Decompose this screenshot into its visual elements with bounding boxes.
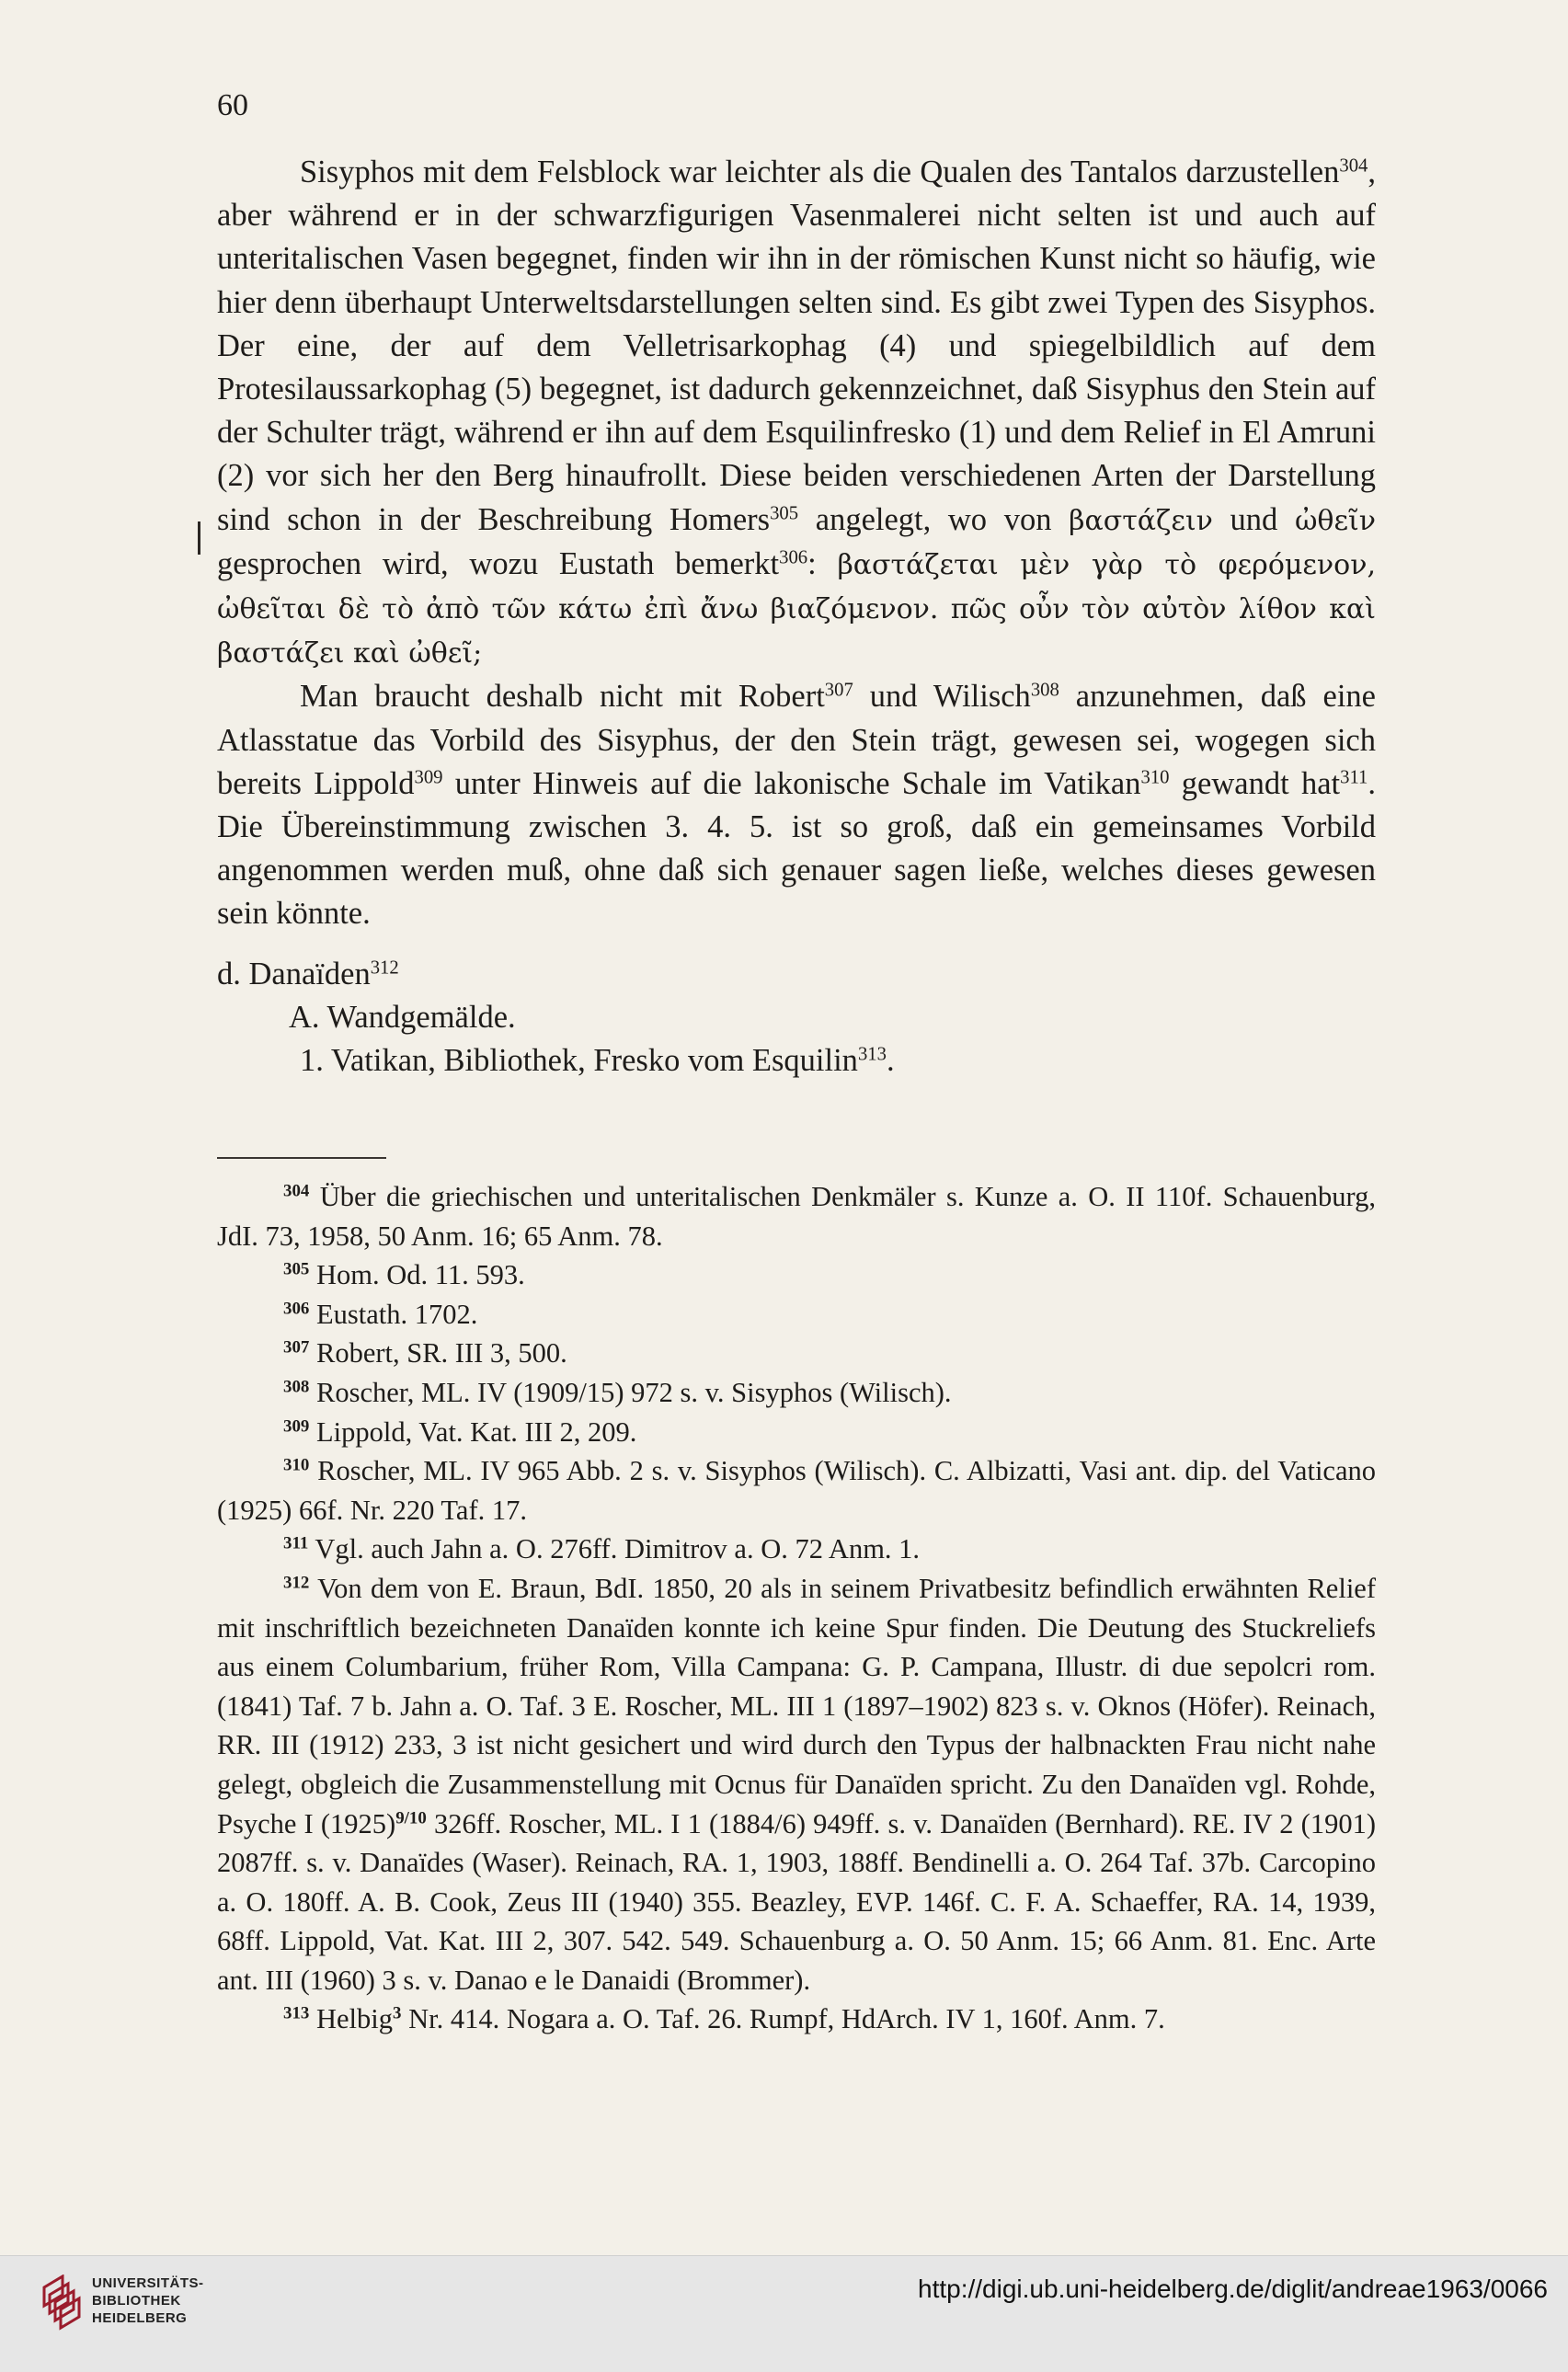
- section-heading: d. Danaïden$^{312}$: [217, 956, 399, 991]
- footnote-ref: 310: [1140, 767, 1170, 788]
- footnote-ref: 312: [283, 1573, 310, 1593]
- footnote-ref: 309: [283, 1416, 310, 1437]
- footnote-ref: 3: [393, 2004, 402, 2024]
- footnote-ref: 313: [857, 1044, 887, 1065]
- footnote-ref: 305: [770, 503, 799, 524]
- greek-quote: ὠθεῖν: [1294, 504, 1377, 537]
- library-logo-icon: [40, 2275, 85, 2341]
- catalog-item: 1. Vatikan, Bibliothek, Fresko vom Esquilin$^{313}$.: [300, 1043, 895, 1079]
- footnote-ref: 308: [283, 1377, 310, 1397]
- permalink-url[interactable]: http://digi.ub.uni-heidelberg.de/diglit/andreae1963/0066: [918, 2275, 1548, 2303]
- footnote-ref: 306: [779, 547, 808, 568]
- footnote-ref: 304: [1339, 155, 1368, 177]
- margin-mark: [198, 521, 200, 555]
- footnote-ref: 307: [824, 681, 853, 702]
- greek-quote: βαστάζεται μὲν γὰρ τὸ φερόμενον, ὠθεῖται δὲ τὸ ἀπὸ τῶν κάτω ἐπὶ ἄνω βιαζόμενον. πῶς οὖν τὸν αὐτὸν λίθον καὶ βαστάζει καὶ ὠθεῖ;: [217, 548, 1376, 670]
- logo-line-2: BIBLIOTHEK: [92, 2293, 181, 2309]
- footnotes: [217, 1177, 1376, 2039]
- footnote: $^{310}$ Roscher, ML. IV 965 Abb. 2 s. v. Sisyphos (Wilisch). C. Albizatti, Vasi ant. dip. del Vaticano (1925) 66f. Nr. 220 Taf. 17.: [217, 1455, 1376, 1526]
- footnote-divider: [217, 1157, 386, 1159]
- footer-bar: [0, 2255, 1568, 2372]
- footnote: $^{306}$ Eustath. 1702.: [283, 1298, 478, 1330]
- library-logo-text: [92, 2275, 204, 2327]
- footnote-ref: 306: [283, 1299, 310, 1319]
- footnote: $^{305}$ Hom. Od. 11. 593.: [283, 1259, 525, 1291]
- footnote-ref: 312: [370, 957, 399, 979]
- footnote-ref: 304: [283, 1181, 310, 1201]
- footnote: $^{313}$ Helbig$^3$ Nr. 414. Nogara a. O. Taf. 26. Rumpf, HdArch. IV 1, 160f. Anm. 7.: [283, 2003, 1165, 2035]
- footnote-ref: 307: [283, 1337, 310, 1358]
- footnote-ref: 305: [283, 1259, 310, 1279]
- footnote: $^{312}$ Von dem von E. Braun, BdI. 1850, 20 als in seinem Privatbesitz befindlich erwähnten Relief mit inschriftlich bezeichneten Danaïden konnte ich keine Spur finden. Die Deutung des Stuckreliefs aus einem Columbarium, früher Rom, Villa Campana: G. P. Campana, Illustr. di due sepolcri rom. (1841) Taf. 7 b. Jahn a. O. Taf. 3 E. Roscher, ML. III 1 (1897–1902) 823 s. v. Oknos (Höfer). Reinach, RR. III (1912) 233, 3 ist nicht gesichert und wird durch den Typus der halbnackten Frau nicht nahe gelegt, obgleich die Zusammenstellung mit Ocnus für Danaïden spricht. Zu den Danaïden vgl. Rohde, Psyche I $(1925)^{9/10}$ 326ff. Roscher, ML. I 1 (1884/6) 949ff. s. v. Danaïden (Bernhard). RE. IV 2 (1901) 2087ff. s. v. Danaïdes (Waser). Reinach, RA. 1, 1903, 188ff. Bendinelli a. O. 264 Taf. 37b. Carcopino a. O. 180ff. A. B. Cook, Zeus III (1940) 355. Beazley, EVP. 146f. C. F. A. Schaeffer, RA. 14, 1939, 68ff. Lippold, Vat. Kat. III 2, 307. 542. 549. Schauenburg a. O. 50 Anm. 15; 66 Anm. 81. Enc. Arte ant. III (1960) 3 s. v. Danao e le Danaidi (Brommer).: [217, 1572, 1376, 1996]
- footnote: $^{304}$ Über die griechischen und unteritalischen Denkmäler s. Kunze a. O. II 110f. Schauenburg, JdI. 73, 1958, 50 Anm. 16; 65 Anm. 78.: [217, 1181, 1376, 1252]
- footnote-ref: 313: [283, 2004, 310, 2024]
- footnote-ref: 311: [1340, 767, 1368, 788]
- paragraph-1: Sisyphos mit dem Felsblock war leichter als die Qualen des Tantalos darzustellen$^{304}$, aber während er in der schwarzfigurigen Vasenmalerei nicht selten ist und auch auf unteritalischen Vasen begegnet, finden wir ihn in der römischen Kunst nicht so häufig, wie hier denn überhaupt Unterweltsdarstellungen selten sind. Es gibt zwei Typen des Sisyphos. Der eine, der auf dem Velletrisarkophag (4) und spiegelbildlich auf dem Protesilaussarkophag (5) begegnet, ist dadurch gekennzeichnet, daß Sisyphus den Stein auf der Schulter trägt, während er ihn auf dem Esquilinfresko (1) und dem Relief in El Amruni (2) vor sich her den Berg hinaufrollt. Diese beiden verschiedenen Arten der Darstellung sind schon in der Beschreibung Homers$^{305}$ angelegt, wo von βαστάζειν und ὠθεῖν gesprochen wird, wozu Eustath bemerkt$^{306}$: βαστάζεται μὲν γὰρ τὸ φερόμενον, ὠθεῖται δὲ τὸ ἀπὸ τῶν κάτω ἐπὶ ἄνω βιαζόμενον. πῶς οὖν τὸν αὐτὸν λίθον καὶ βαστάζει καὶ ὠθεῖ;: [217, 155, 1377, 670]
- logo-line-3: HEIDELBERG: [92, 2310, 188, 2326]
- page-number: 60: [217, 88, 248, 122]
- footnote-ref: 311: [283, 1533, 309, 1553]
- footnote-ref: 308: [1030, 681, 1059, 702]
- logo-line-1: UNIVERSITÄTS-: [92, 2275, 204, 2291]
- footnote: $^{308}$ Roscher, ML. IV (1909/15) 972 s. v. Sisyphos (Wilisch).: [283, 1376, 952, 1408]
- greek-quote: βαστάζειν: [1069, 504, 1213, 537]
- subsection-title: A. Wandgemälde.: [289, 999, 516, 1035]
- footnote: $^{309}$ Lippold, Vat. Kat. III 2, 209.: [283, 1415, 637, 1448]
- paragraph-2: Man braucht deshalb nicht mit Robert$^{307}$ und Wilisch$^{308}$ anzunehmen, daß eine Atlasstatue das Vorbild des Sisyphus, der den Stein trägt, gewesen sei, wogegen sich bereits Lippold$^{309}$ unter Hinweis auf die lakonische Schale im Vatikan$^{310}$ gewandt hat$^{311}$. Die Übereinstimmung zwischen 3. 4. 5. ist so groß, daß ein gemeinsames Vorbild angenommen werden muß, ohne daß sich genauer sagen ließe, welches dieses gewesen sein könnte.: [217, 679, 1376, 932]
- footnote-ref: 309: [414, 767, 443, 788]
- main-text: [217, 151, 1376, 1083]
- footnote: $^{311}$ Vgl. auch Jahn a. O. 276ff. Dimitrov a. O. 72 Anm. 1.: [283, 1533, 921, 1565]
- footnote-ref: 310: [283, 1455, 310, 1475]
- footnote-ref: 9/10: [395, 1808, 427, 1828]
- footnote: $^{307}$ Robert, SR. III 3, 500.: [283, 1337, 567, 1369]
